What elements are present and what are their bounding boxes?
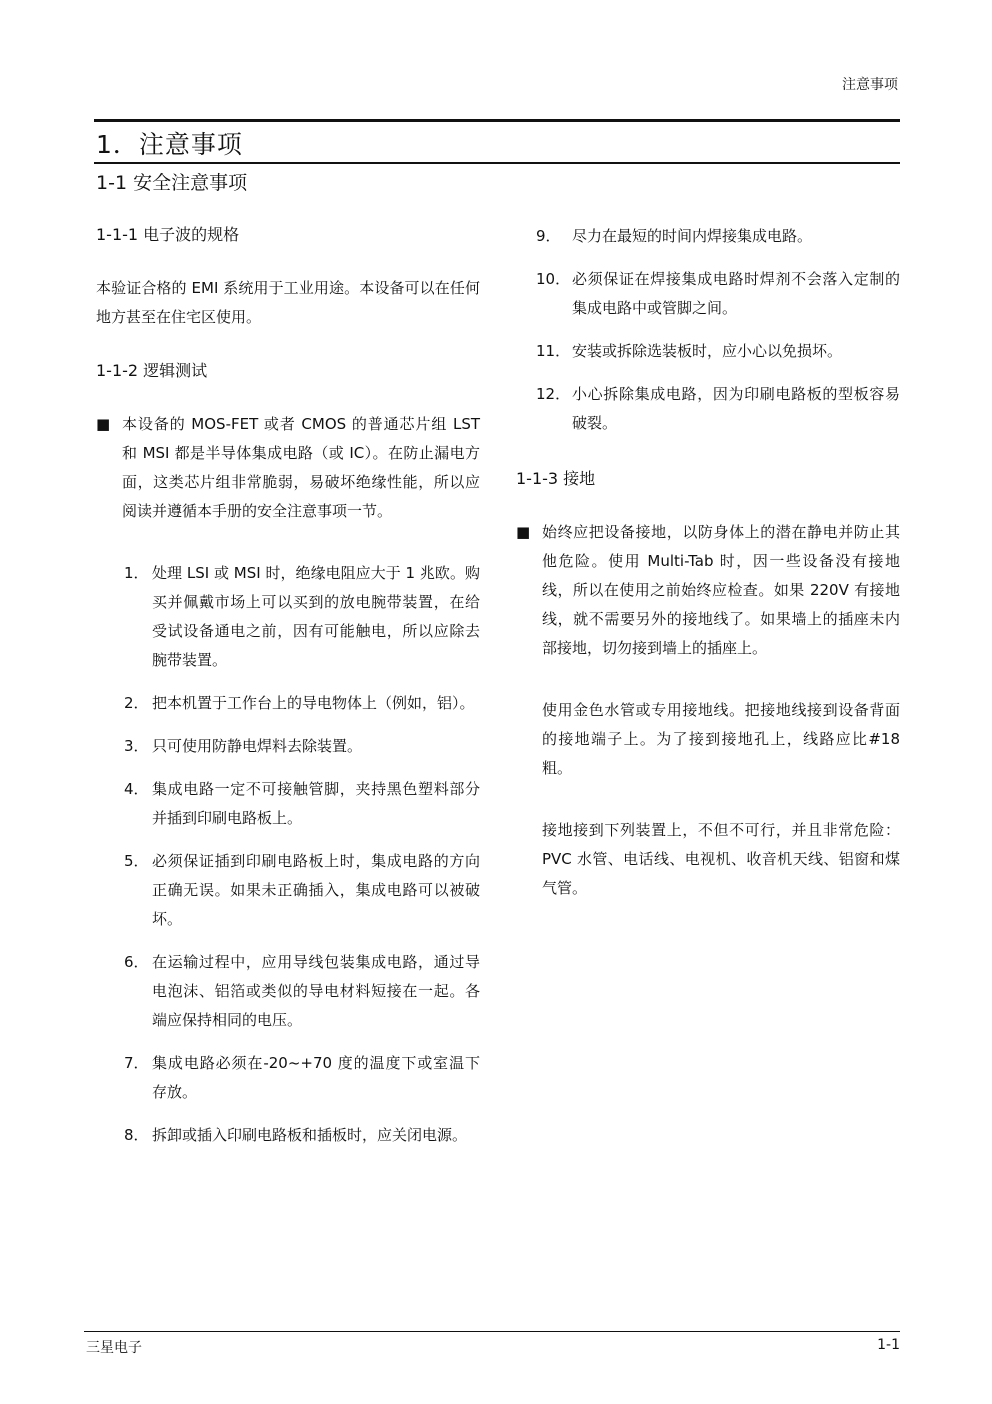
emi-paragraph: 本验证合格的 EMI 系统用于工业用途。本设备可以在任何地方甚至在住宅区使用。 [96, 279, 480, 326]
list-item: 2． 把本机置于工作台上的导电物体上（例如，铝）。 [124, 694, 475, 712]
list-item: 7． 集成电路必须在-20~+70 度的温度下或室温下存放。 [124, 1054, 480, 1101]
list-item: 1． 处理 LSI 或 MSI 时，绝缘电阻应大于 1 兆欧。购买并佩戴市场上可以买到的放电腕带装置，在给受试设备通电之前，因有可能触电，所以应除去腕带装置。 [124, 564, 480, 669]
list-item: 10． 必须保证在焊接集成电路时焊剂不会落入定制的集成电路中或管脚之间。 [536, 270, 900, 317]
right-column [516, 222, 900, 903]
list-item: 11． 安装或拆除选装板时，应小心以免损坏。 [536, 342, 843, 360]
subsection-title-grounding: 1-1-3 接地 [516, 469, 596, 488]
list-item: 9． 尽力在最短的时间内焊接集成电路。 [536, 227, 813, 245]
chapter-title: 1．注意事项 [96, 130, 243, 159]
logic-test-bullet [96, 410, 480, 526]
footer-company: 三星电子 [86, 1340, 142, 1356]
grounding-bullet [516, 518, 900, 663]
subsection-title-emi: 1-1-1 电子波的规格 [96, 225, 240, 244]
running-header: 注意事项 [842, 77, 898, 93]
logic-test-list [96, 559, 480, 1150]
list-item: 6． 在运输过程中，应用导线包装集成电路，通过导电泡沫、铝箔或类似的导电材料短接在一起。各端应保持相同的电压。 [124, 953, 480, 1029]
logic-test-bullet-text: 本设备的 MOS-FET 或者 CMOS 的普通芯片组 LST 和 MSI 都是半导体集成电路（或 IC）。在防止漏电方面，这类芯片组非常脆弱，易破坏绝缘性能，所以应阅读并遵循本手册的安全注意事项一节。 [122, 415, 480, 520]
list-item: 12． 小心拆除集成电路，因为印刷电路板的型板容易破裂。 [536, 385, 900, 432]
grounding-paragraph-2: 使用金色水管或专用接地线。把接地线接到设备背面的接地端子上。为了接到接地孔上，线路应比#18 粗。 [542, 701, 900, 777]
left-column [96, 222, 480, 1164]
logic-test-list-continued [516, 222, 900, 438]
page-number: 1-1 [877, 1337, 900, 1353]
list-item: 8． 拆卸或插入印刷电路板和插板时，应关闭电源。 [124, 1126, 468, 1144]
list-item: 3． 只可使用防静电焊料去除装置。 [124, 737, 363, 755]
square-bullet-icon: ■ [96, 415, 111, 433]
section-title: 1-1 安全注意事项 [96, 172, 248, 194]
subsection-title-logic-test: 1-1-2 逻辑测试 [96, 361, 208, 380]
list-item: 4． 集成电路一定不可接触管脚，夹持黑色塑料部分并插到印刷电路板上。 [124, 780, 480, 827]
title-rule [94, 162, 900, 164]
footer-rule [84, 1331, 900, 1332]
grounding-bullet-text: 始终应把设备接地，以防身体上的潜在静电并防止其他危险。使用 Multi-Tab 时，因一些设备没有接地线，所以在使用之前始终应检查。如果 220V 有接地线，就不需要另外的接地线了。如果墙上的插座未内部接地，切勿接到墙上的插座上。 [542, 523, 900, 657]
square-bullet-icon: ■ [516, 523, 531, 541]
header-rule [94, 119, 900, 122]
list-item: 5． 必须保证插到印刷电路板上时，集成电路的方向正确无误。如果未正确插入，集成电路可以被破坏。 [124, 852, 480, 928]
grounding-paragraph-3: 接地接到下列装置上，不但不可行，并且非常危险：PVC 水管、电话线、电视机、收音机天线、铝窗和煤气管。 [542, 821, 900, 897]
